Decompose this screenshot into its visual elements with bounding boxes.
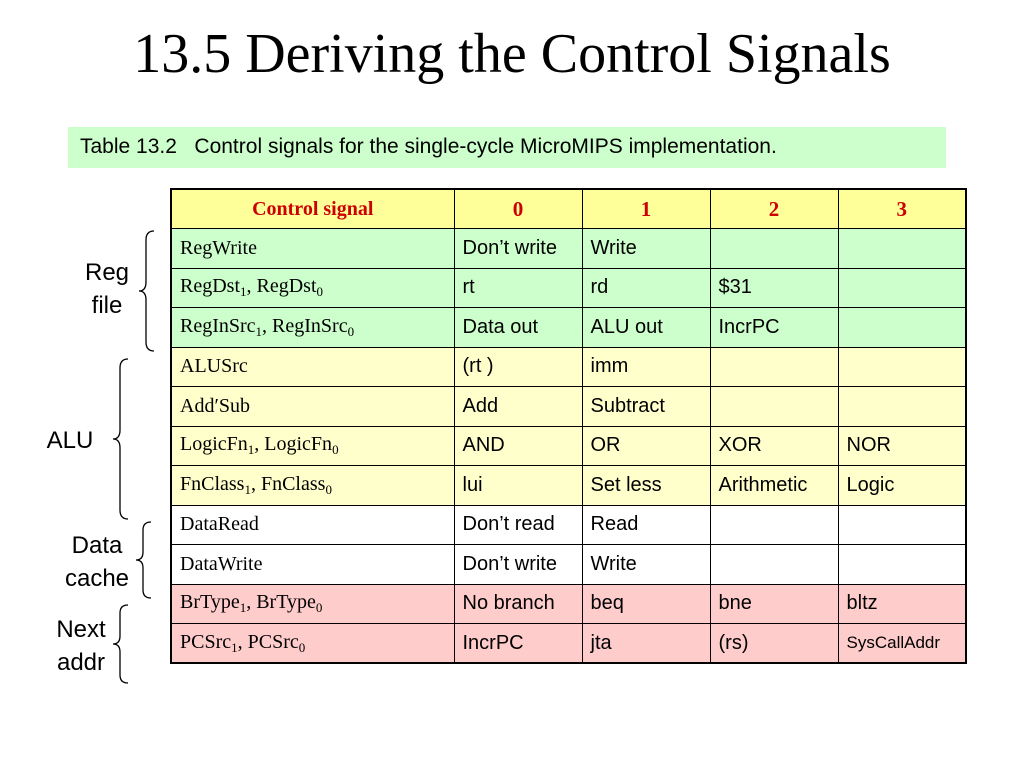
signal-subscript: 0 — [332, 442, 339, 458]
signal-name-part: BrType — [180, 591, 240, 614]
signal-name — [171, 426, 454, 466]
group-label-data-cache — [52, 529, 142, 595]
table-header-row — [171, 189, 966, 229]
value-1-cell: Subtract — [582, 387, 710, 427]
value-3-cell — [838, 545, 966, 585]
group-label-line: addr — [56, 649, 106, 676]
control-signals-table — [170, 188, 967, 664]
value-3-cell: NOR — [838, 426, 966, 466]
value-3-cell — [838, 387, 966, 427]
signal-name: RegWrite — [171, 229, 454, 269]
value-1-cell: ALU out — [582, 308, 710, 348]
value-0-cell: Add — [454, 387, 582, 427]
value-1-cell: jta — [582, 624, 710, 664]
value-0-cell: AND — [454, 426, 582, 466]
value-1-cell: imm — [582, 347, 710, 387]
table-caption: Table 13.2 Control signals for the single-cycle MicroMIPS implementation. — [68, 127, 946, 168]
signal-subscript: 1 — [255, 323, 263, 339]
table-row-alusrc — [171, 347, 966, 387]
signal-name: Add′Sub — [171, 387, 454, 427]
signal-subscript: 1 — [240, 284, 247, 300]
group-label-line: Data — [71, 532, 123, 559]
signal-subscript: 0 — [347, 323, 355, 339]
value-2-cell — [710, 347, 838, 387]
header-value-2: 2 — [710, 189, 838, 229]
value-0-cell: Don’t write — [454, 229, 582, 269]
value-3-cell — [838, 505, 966, 545]
signal-subscript: 0 — [298, 639, 306, 655]
signal-name-part: FnClass — [180, 472, 245, 495]
signal-name-part: , LogicFn — [254, 433, 333, 456]
value-2-cell — [710, 387, 838, 427]
value-1-cell: Set less — [582, 466, 710, 506]
signal-name-part: LogicFn — [180, 433, 248, 456]
group-label-line: Reg — [84, 259, 130, 286]
value-1-cell: Write — [582, 229, 710, 269]
signal-name-part: , PCSrc — [237, 630, 299, 653]
value-2-cell: (rs) — [710, 624, 838, 664]
header-control-signal: Control signal — [171, 189, 454, 229]
table-row-regwrite — [171, 229, 966, 269]
signal-subscript: 0 — [325, 481, 332, 497]
value-2-cell: XOR — [710, 426, 838, 466]
value-3-cell: Logic — [838, 466, 966, 506]
value-2-cell — [710, 229, 838, 269]
value-0-cell: Data out — [454, 308, 582, 348]
value-0-cell: lui — [454, 466, 582, 506]
signal-name — [171, 466, 454, 506]
signal-subscript: 0 — [315, 600, 323, 616]
group-label-line: ALU — [46, 427, 94, 454]
slide-title: 13.5 Deriving the Control Signals — [133, 23, 891, 85]
value-3-cell: SysCallAddr — [838, 624, 966, 664]
value-2-cell: Arithmetic — [710, 466, 838, 506]
value-3-cell: bltz — [838, 584, 966, 624]
table-row-logicfn — [171, 426, 966, 466]
signal-name-part: , RegInSrc — [262, 314, 348, 337]
table-row-brtype — [171, 584, 966, 624]
table-row-dataread — [171, 505, 966, 545]
value-0-cell: (rt ) — [454, 347, 582, 387]
table-row-fnclass — [171, 466, 966, 506]
signal-name-part: , FnClass — [250, 472, 326, 495]
signal-subscript: 1 — [244, 481, 251, 497]
table-row-addsub — [171, 387, 966, 427]
signal-subscript: 1 — [247, 442, 255, 458]
signal-name-part: PCSrc — [180, 630, 232, 653]
value-0-cell: rt — [454, 268, 582, 308]
header-value-3: 3 — [838, 189, 966, 229]
group-label-alu — [30, 424, 110, 457]
signal-name — [171, 584, 454, 624]
table-row-datawrite — [171, 545, 966, 585]
header-value-0: 0 — [454, 189, 582, 229]
signal-subscript: 0 — [316, 284, 323, 300]
value-2-cell — [710, 505, 838, 545]
value-0-cell: Don’t read — [454, 505, 582, 545]
signal-name: ALUSrc — [171, 347, 454, 387]
value-0-cell: IncrPC — [454, 624, 582, 664]
table-row-pcsrc — [171, 624, 966, 664]
group-label-line: cache — [64, 565, 130, 592]
signal-name: DataRead — [171, 505, 454, 545]
signal-name-part: , RegDst — [246, 275, 317, 298]
value-1-cell: Read — [582, 505, 710, 545]
signal-name — [171, 268, 454, 308]
signal-subscript: 1 — [239, 600, 247, 616]
value-1-cell: OR — [582, 426, 710, 466]
value-0-cell: No branch — [454, 584, 582, 624]
table-row-reginsrc — [171, 308, 966, 348]
value-3-cell — [838, 347, 966, 387]
group-label-line: Next — [56, 616, 106, 643]
value-2-cell: IncrPC — [710, 308, 838, 348]
signal-name: DataWrite — [171, 545, 454, 585]
value-2-cell: $31 — [710, 268, 838, 308]
value-1-cell: beq — [582, 584, 710, 624]
reg-file-brace-icon — [138, 230, 158, 352]
group-label-line: file — [91, 292, 123, 319]
signal-name — [171, 624, 454, 664]
value-3-cell — [838, 229, 966, 269]
signal-subscript: 1 — [231, 639, 238, 655]
signal-name — [171, 308, 454, 348]
value-1-cell: Write — [582, 545, 710, 585]
value-3-cell — [838, 308, 966, 348]
signal-name-part: RegDst — [180, 275, 240, 298]
value-1-cell: rd — [582, 268, 710, 308]
signal-name-part: , BrType — [246, 591, 316, 614]
alu-brace-icon — [112, 358, 132, 520]
value-2-cell — [710, 545, 838, 585]
value-3-cell — [838, 268, 966, 308]
data-cache-brace-icon — [135, 521, 155, 599]
table-row-regdst — [171, 268, 966, 308]
value-2-cell: bne — [710, 584, 838, 624]
value-0-cell: Don’t write — [454, 545, 582, 585]
signal-name-part: RegInSrc — [180, 314, 256, 337]
header-value-1: 1 — [582, 189, 710, 229]
next-addr-brace-icon — [112, 604, 132, 684]
